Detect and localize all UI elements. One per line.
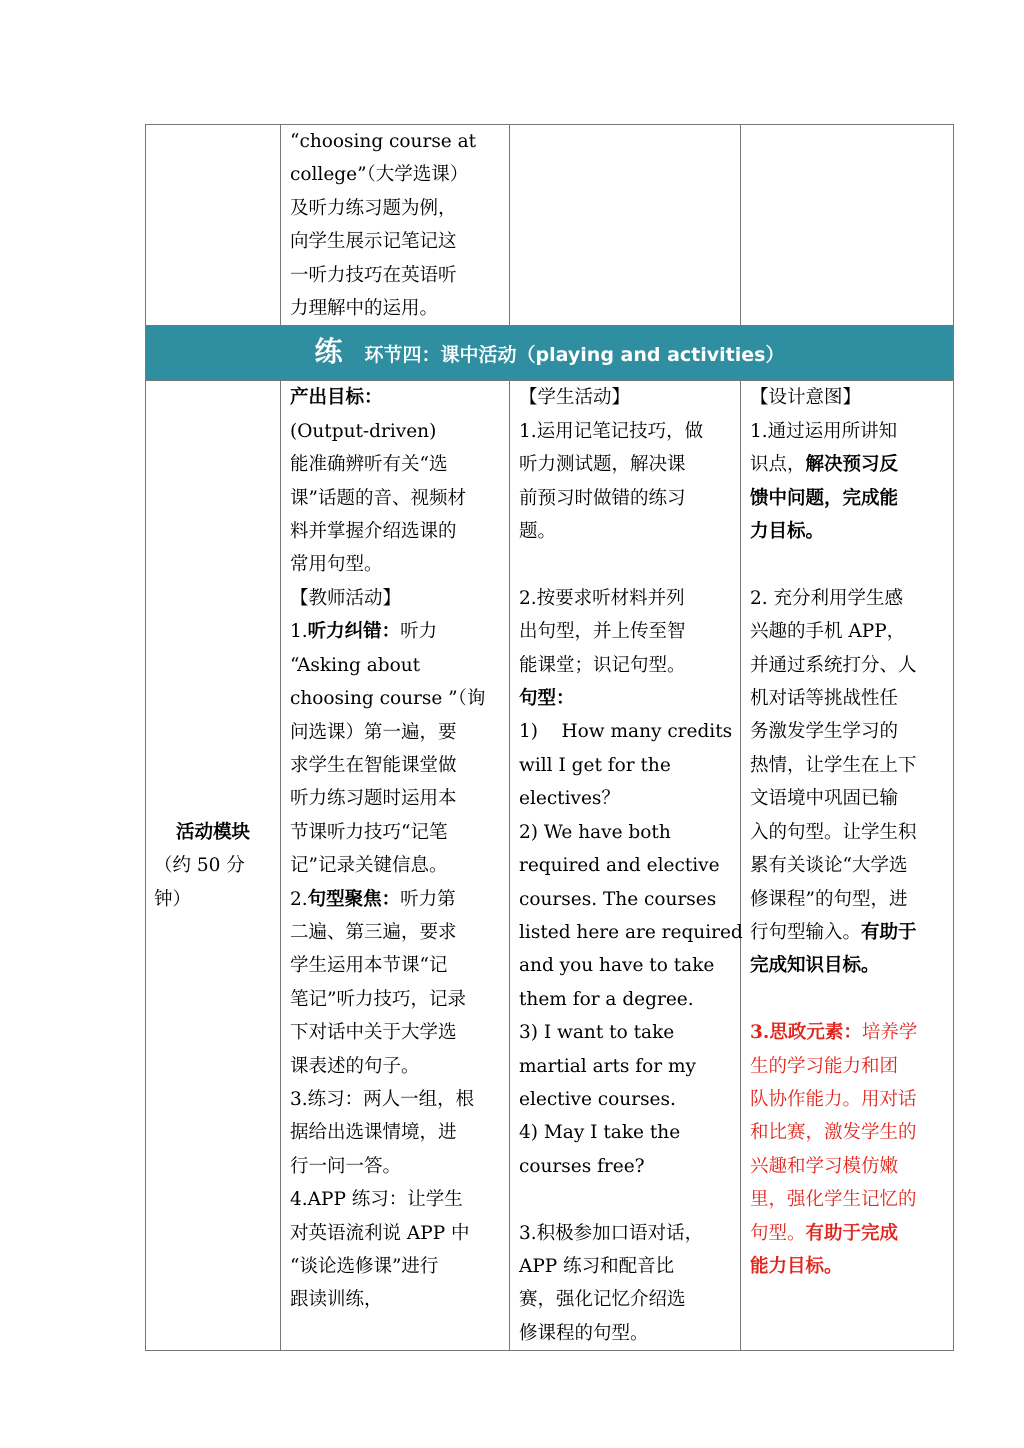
text-line: 1) How many credits <box>519 721 733 743</box>
text-line: APP 练习和配音比 <box>519 1255 675 1277</box>
bold-term: 有助于完成 <box>805 1222 899 1244</box>
text-line: 完成知识目标。 <box>750 955 880 977</box>
bold-term: 句型聚焦： <box>307 888 401 910</box>
text-line: 1.通过运用所讲知 <box>750 420 898 442</box>
banner-title: 环节四：课中活动（playing and activities） <box>364 343 785 366</box>
text-line: 务激发学生学习的 <box>750 721 899 743</box>
text-line <box>750 1016 944 1049</box>
text-line: elective courses. <box>519 1088 676 1110</box>
text-line: 听力练习题时运用本 <box>290 788 457 810</box>
item-number: 2. <box>290 888 308 910</box>
text-line: “谈论选修课”进行 <box>290 1256 439 1277</box>
text-line: 力理解中的运用。 <box>290 298 439 320</box>
text-line: 前预习时做错的练习 <box>519 487 686 509</box>
text-fragment: 句型。 <box>750 1222 806 1244</box>
continuation-text-cell <box>281 125 510 326</box>
text-line <box>750 448 944 481</box>
text-line: 能课堂；识记句型。 <box>519 654 686 676</box>
student-activity-cell <box>510 381 741 1351</box>
text-line: electives？ <box>519 788 620 810</box>
text-line <box>290 615 500 648</box>
text-line: 二遍、第三遍，要求 <box>290 921 457 943</box>
text-fragment: 听力第 <box>400 888 456 910</box>
text-line: college”（大学选课） <box>290 164 469 186</box>
module-title: 活动模块 <box>175 821 250 843</box>
teacher-activity-heading: 【教师活动】 <box>290 587 402 609</box>
spacer <box>519 548 731 581</box>
text-line: 队协作能力。用对话 <box>750 1088 917 1110</box>
text-line: 生的学习能力和团 <box>750 1055 899 1077</box>
text-line: 一听力技巧在英语听 <box>290 264 457 286</box>
text-line: (Output-driven) <box>290 420 437 442</box>
text-line: them for a degree. <box>519 988 694 1010</box>
text-line: choosing course ”（询 <box>290 688 486 710</box>
module-cell <box>146 381 281 1351</box>
text-line: 2. 充分利用学生感 <box>750 587 904 609</box>
text-line: 力目标。 <box>750 521 825 543</box>
banner-stage-char: 练 <box>314 334 343 368</box>
text-line: 累有关谈论“大学选 <box>750 855 908 877</box>
text-line: 赛，强化记忆介绍选 <box>519 1289 686 1311</box>
text-line: 1.运用记笔记技巧，做 <box>519 420 704 442</box>
bold-term: 3.思政元素： <box>750 1022 862 1044</box>
text-line: 4) May I take the <box>519 1122 681 1144</box>
text-line: 3.积极参加口语对话， <box>519 1222 704 1244</box>
text-line: martial arts for my <box>519 1055 696 1077</box>
text-line: 行一问一答。 <box>290 1155 402 1177</box>
text-line: 跟读训练， <box>290 1289 383 1311</box>
text-line: and you have to take <box>519 955 715 977</box>
module-duration: 钟） <box>154 888 192 910</box>
text-line: courses. The courses <box>519 888 717 910</box>
teacher-activity-cell <box>281 381 510 1351</box>
text-line: 向学生展示记笔记这 <box>290 231 457 253</box>
text-line: “Asking about <box>290 654 421 676</box>
text-line: 及听力练习题为例， <box>290 197 457 219</box>
text-line: required and elective <box>519 855 720 877</box>
text-line: 3) I want to take <box>519 1022 675 1044</box>
output-goal-heading: 产出目标： <box>290 387 383 409</box>
text-line: 文语境中巩固已输 <box>750 788 899 810</box>
text-fragment: 听力 <box>400 621 438 643</box>
text-line: 听力测试题，解决课 <box>519 454 686 476</box>
text-line: will I get for the <box>519 754 671 776</box>
spacer <box>519 1183 731 1216</box>
item-number: 1. <box>290 621 308 643</box>
continuation-empty-cell <box>146 125 281 326</box>
text-line: 问选课）第一遍，要 <box>290 721 457 743</box>
text-line: 据给出选课情境，进 <box>290 1122 457 1144</box>
text-line: 题。 <box>519 521 557 543</box>
spacer <box>750 983 944 1016</box>
text-line: 能准确辨听有关“选 <box>290 454 448 476</box>
text-line: 对英语流利说 APP 中 <box>290 1222 470 1244</box>
activity-row <box>146 381 954 1351</box>
text-line: 兴趣和学习模仿嫩 <box>750 1155 899 1177</box>
text-line: 2) We have both <box>519 821 671 843</box>
text-fragment: 行句型输入。 <box>750 921 862 943</box>
text-line: 记”记录关键信息。 <box>290 855 448 877</box>
text-line: 能力目标。 <box>750 1255 843 1277</box>
student-activity-heading: 【学生活动】 <box>519 387 631 409</box>
text-line: 3.练习：两人一组，根 <box>290 1088 475 1110</box>
text-line: 课表述的句子。 <box>290 1055 420 1077</box>
text-fragment: 培养学 <box>861 1022 918 1044</box>
text-line <box>290 883 500 916</box>
module-duration: （约 50 分 <box>154 855 245 877</box>
bold-term: 听力纠错： <box>307 621 401 643</box>
text-line: 课”话题的音、视频材 <box>290 487 466 509</box>
text-line <box>750 916 944 949</box>
continuation-row <box>146 125 954 326</box>
design-intent-heading: 【设计意图】 <box>750 387 862 409</box>
lesson-plan-table <box>145 124 954 1351</box>
text-line: 修课程”的句型，进 <box>750 888 908 910</box>
text-line: 4.APP 练习：让学生 <box>290 1189 463 1211</box>
text-line: 并通过系统打分、人 <box>750 654 917 676</box>
design-intent-cell <box>741 381 954 1351</box>
continuation-empty-cell <box>741 125 954 326</box>
text-fragment: 识点， <box>750 454 806 476</box>
text-line: 热情，让学生在上下 <box>750 754 917 776</box>
continuation-empty-cell <box>510 125 741 326</box>
text-line: 2.按要求听材料并列 <box>519 587 685 609</box>
text-line: 笔记”听力技巧，记录 <box>290 988 466 1010</box>
text-line: 常用句型。 <box>290 554 383 576</box>
text-line: 求学生在智能课堂做 <box>290 754 457 776</box>
text-line: 入的句型。让学生积 <box>750 821 917 843</box>
bold-term: 有助于 <box>861 921 917 943</box>
sentence-patterns-heading: 句型： <box>519 688 575 710</box>
section-banner-row <box>146 326 954 381</box>
bold-term: 解决预习反 <box>805 454 899 476</box>
section-banner <box>146 326 954 381</box>
text-line <box>750 1217 944 1250</box>
text-line: 出句型，并上传至智 <box>519 621 686 643</box>
text-line: “choosing course at <box>290 131 477 152</box>
text-line: 里，强化学生记忆的 <box>750 1189 917 1211</box>
text-line: 和比赛，激发学生的 <box>750 1122 917 1144</box>
text-line: 学生运用本节课“记 <box>290 955 448 977</box>
text-line: 兴趣的手机 APP， <box>750 621 906 643</box>
text-line: 节课听力技巧“记笔 <box>290 821 448 843</box>
text-line: 馈中问题，完成能 <box>750 487 899 509</box>
text-line: courses free? <box>519 1155 645 1177</box>
text-line: 修课程的句型。 <box>519 1322 649 1344</box>
text-line: 下对话中关于大学选 <box>290 1022 457 1044</box>
text-line: 料并掌握介绍选课的 <box>290 521 457 543</box>
text-line: listed here are required <box>519 921 743 943</box>
text-line: 机对话等挑战性任 <box>750 688 899 710</box>
spacer <box>750 548 944 581</box>
